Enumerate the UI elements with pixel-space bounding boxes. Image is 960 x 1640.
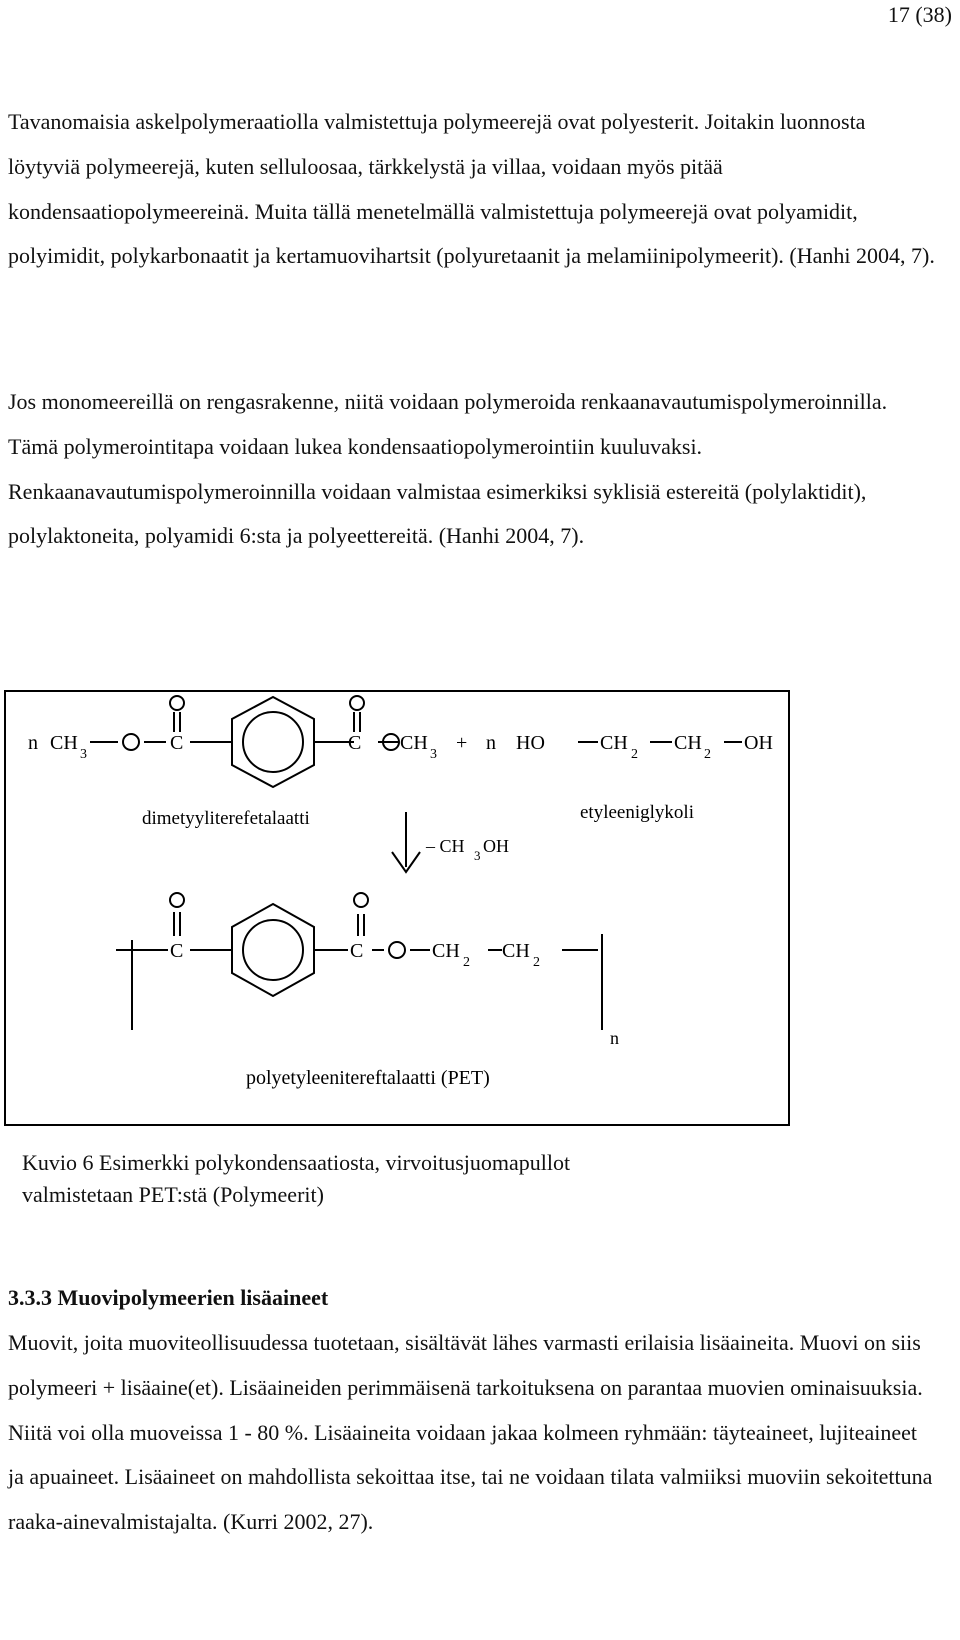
stoich-n-dmt: n	[28, 732, 38, 754]
carbonyl-c-right: C	[348, 732, 362, 754]
glycol-ch2-b: CH	[674, 732, 702, 754]
paragraph-additives: Muovit, joita muoviteollisuudessa tuotetaan, sisältävät lähes varmasti erilaisia lisäaineita. Muovi on siis polymeeri + lisäaine(et). Lisäaineiden perimmäisenä tarkoituksena on parantaa muovien ominaisuuksia. Niitä voi olla muoveissa 1 - 80 %. Lisäaineita voidaan jakaa kolmeen ryhmään: täyteaineet, lujiteaineet ja apuaineet. Lisäaineet on mahdollista sekoittaa itse, tai ne voidaan tilata valmiiksi muoviin sekoitettuna raaka-ainevalmistajalta. (Kurri 2002, 27).	[8, 1330, 933, 1535]
stoich-n-glycol: n	[486, 732, 496, 754]
figure-caption	[22, 1147, 922, 1211]
hydroxyl-right: OH	[744, 732, 773, 754]
paragraph-ring-opening: Jos monomeereillä on rengasrakenne, niitä voidaan polymeroida renkaanavautumispolymeroinnilla. Tämä polymerointitapa voidaan lukea kondensaatiopolymerointiin kuuluvaksi. Renkaanavautumispolymeroinnilla voidaan valmistaa esimerkiksi syklisiä estereitä (polylaktidit), polylaktoneita, polyamidi 6:sta ja polyeettereitä. (Hanhi 2004, 7).	[8, 389, 888, 549]
methanol-prefix: – CH	[426, 836, 465, 856]
label-dimethyl-terephthalate: dimetyyliterefetalaatti	[142, 808, 310, 829]
methyl-left: CH	[50, 732, 78, 754]
caption-line-1: Kuvio 6 Esimerkki polykondensaatiosta, virvoitusjuomapullot	[22, 1150, 571, 1175]
section-heading: 3.3.3 Muovipolymeerien lisäaineet	[8, 1285, 329, 1310]
methyl-right-sub: 3	[430, 747, 437, 762]
polymer-ch2-b-sub: 2	[533, 955, 540, 970]
carbonyl-c-left: C	[170, 732, 184, 754]
reaction-diagram	[6, 692, 788, 1124]
methyl-right: CH	[400, 732, 428, 754]
pet-reaction-figure	[4, 690, 790, 1126]
paragraph-polyesters: Tavanomaisia askelpolymeraatiolla valmistettuja polymeerejä ovat polyesterit. Joitakin luonnosta löytyviä polymeerejä, kuten selluloosaa, tärkkelystä ja villaa, voidaan myös pitää kondensaatiopolymeereinä. Muita tällä menetelmällä valmistettuja polymeerejä ovat polyamidit, polyimidit, polykarbonaatit ja kertamuovihartsit (polyuretaanit ja melamiinipolymeerit). (Hanhi 2004, 7).	[8, 109, 935, 269]
glycol-ch2-a: CH	[600, 732, 628, 754]
polymer-ch2-a-sub: 2	[463, 955, 470, 970]
glycol-ch2-b-sub: 2	[704, 747, 711, 762]
hydroxyl-left: HO	[516, 732, 545, 754]
glycol-ch2-a-sub: 2	[631, 747, 638, 762]
page-number: 17 (38)	[887, 2, 952, 27]
polymer-carbonyl-c-right: C	[350, 940, 364, 962]
polymer-ch2-b: CH	[502, 940, 530, 962]
repeat-n: n	[610, 1028, 619, 1048]
plus-sign: +	[456, 732, 468, 754]
polymer-carbonyl-c-left: C	[170, 940, 184, 962]
polymer-ch2-a: CH	[432, 940, 460, 962]
methanol-suffix: OH	[483, 836, 509, 856]
label-ethylene-glycol: etyleeniglykoli	[580, 802, 694, 823]
methyl-left-sub: 3	[80, 747, 87, 762]
methanol-sub: 3	[474, 848, 481, 863]
label-pet: polyetyleenitereftalaatti (PET)	[246, 1067, 490, 1089]
caption-line-2: valmistetaan PET:stä (Polymeerit)	[22, 1182, 324, 1207]
